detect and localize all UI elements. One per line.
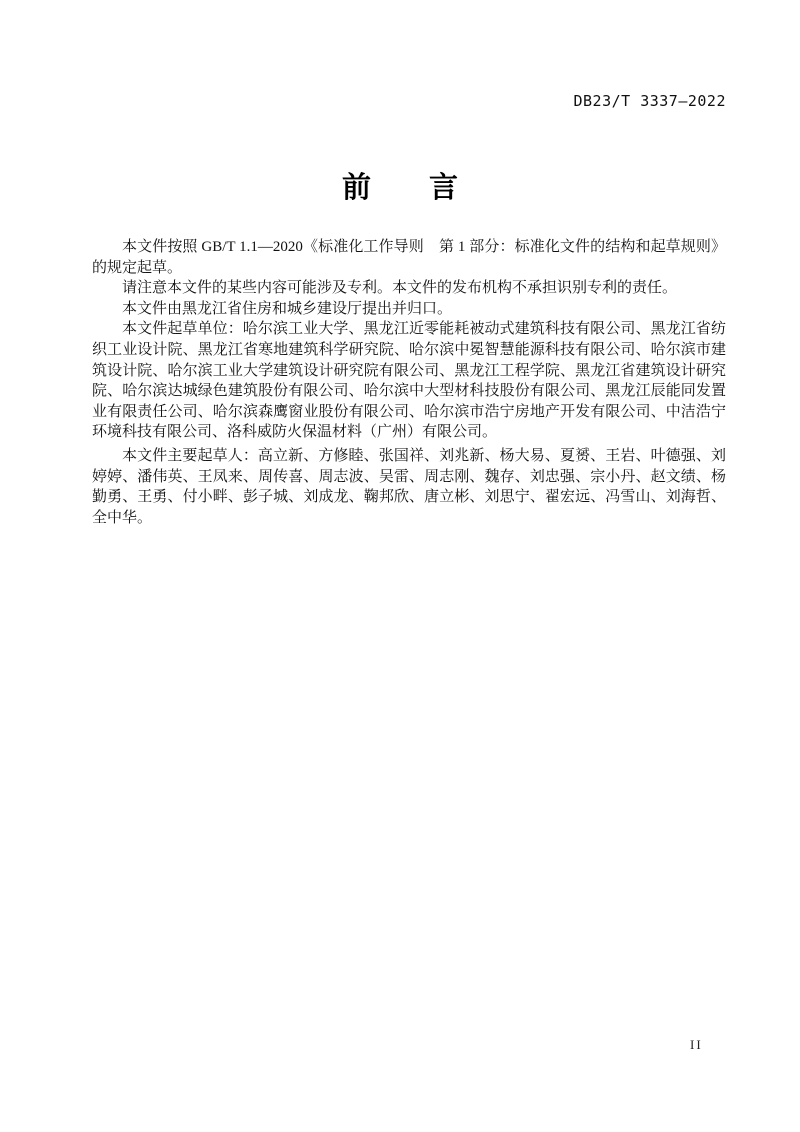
standard-number: DB23/T 3337—2022 — [573, 92, 726, 110]
page-title: 前 言 — [341, 172, 458, 204]
paragraph-drafting-organizations: 本文件起草单位：哈尔滨工业大学、黑龙江近零能耗被动式建筑科技有限公司、黑龙江省纺织工业设计院、黑龙江省寒地建筑科学研究院、哈尔滨中冕智慧能源科技有限公司、哈尔滨市建筑设计院、哈尔滨工业大学建筑设计研究院有限公司、黑龙江工程学院、黑龙江省建筑设计研究院、哈尔滨达城绿色建筑股份有限公司、哈尔滨中大型材科技股份有限公司、黑龙江辰能同发置业有限责任公司、哈尔滨森鹰窗业股份有限公司、哈尔滨市浩宁房地产开发有限公司、中洁浩宁环境科技有限公司、洛科威防火保温材料（广州）有限公司。 — [92, 321, 726, 441]
paragraph-scope: 本文件按照 GB/T 1.1—2020《标准化工作导则 第 1 部分：标准化文件的结构和起草规则》的规定起草。 — [92, 239, 726, 276]
page-number: II — [690, 1037, 703, 1052]
paragraph-proposing-body: 本文件由黑龙江省住房和城乡建设厅提出并归口。 — [122, 300, 453, 317]
paragraph-patent-notice: 请注意本文件的某些内容可能涉及专利。本文件的发布机构不承担识别专利的责任。 — [122, 280, 678, 297]
paragraph-main-drafters: 本文件主要起草人：高立新、方修睦、张国祥、刘兆新、杨大易、夏赟、王岩、叶德强、刘婷婷、潘伟英、王凤来、周传喜、周志波、吴雷、周志刚、魏存、刘忠强、宗小丹、赵文绩、杨勤勇、王勇、付小畔、彭子城、刘成龙、鞠邦欣、唐立彬、刘思宁、翟宏远、冯雪山、刘海哲、全中华。 — [92, 447, 726, 526]
foreword-body — [92, 237, 726, 528]
